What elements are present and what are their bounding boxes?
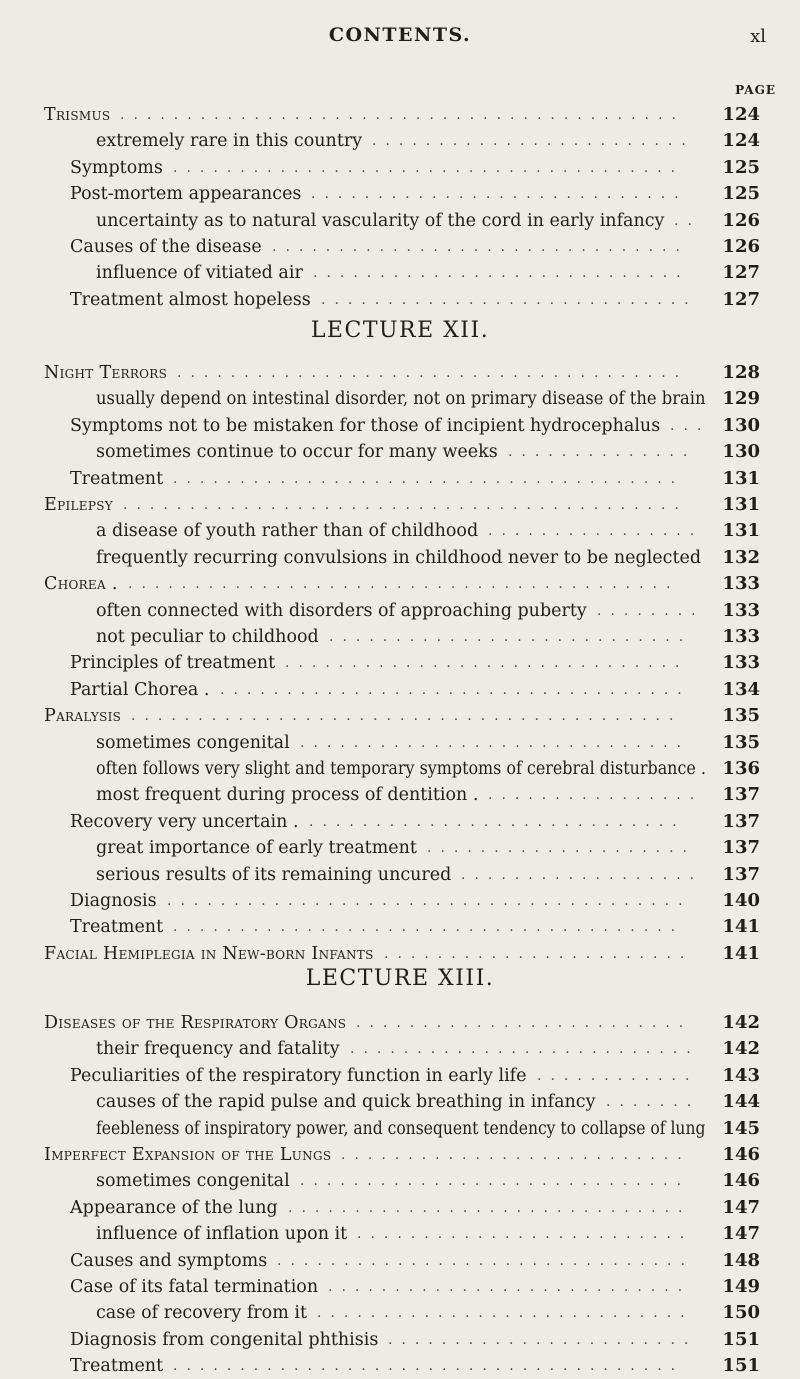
toc-entry (0, 941, 800, 967)
toc-entry (0, 1221, 800, 1247)
toc-entry-title: Appearance of the lung (70, 1197, 278, 1218)
leader-dots: .......................... (350, 1041, 700, 1058)
leader-dots: ................................... (220, 681, 691, 698)
toc-entry-title: often follows very slight and temporary symptoms of cerebral disturbance . (96, 759, 706, 779)
leader-dots: ......................... (357, 1226, 694, 1243)
toc-entry-title: Causes of the disease (70, 237, 262, 257)
toc-page-number: 149 (722, 1276, 760, 1297)
toc-page-number: 130 (722, 414, 760, 436)
toc-entry (0, 782, 800, 808)
toc-page-number: 141 (722, 916, 760, 938)
toc-entry-title: usually depend on intestinal disorder, not on primary disease of the brain (96, 389, 706, 410)
toc-entry-title: Imperfect Expansion of the Lungs (44, 1145, 332, 1165)
toc-page-number: 125 (722, 183, 760, 205)
toc-page-number: 137 (722, 837, 760, 859)
leader-dots: ............................ (311, 186, 688, 203)
toc-entry (0, 102, 800, 128)
toc-page-number: 146 (722, 1170, 760, 1192)
toc-page-number: 135 (722, 731, 760, 753)
toc-entry (0, 1142, 800, 1168)
toc-entry (0, 1036, 800, 1062)
toc-page-number: 137 (722, 784, 760, 806)
leader-dots: .. (674, 212, 701, 229)
page-column-label: PAGE (735, 83, 776, 97)
toc-entry (0, 1063, 800, 1089)
toc-entry-title: Diseases of the Respiratory Organs (44, 1013, 347, 1033)
toc-entry (0, 914, 800, 940)
toc-entry (0, 571, 800, 597)
toc-entry (0, 1089, 800, 1115)
toc-entry-title: causes of the rapid pulse and quick breathing in infancy (96, 1092, 596, 1113)
leader-dots: .............................. (285, 655, 689, 672)
toc-entry-title: Peculiarities of the respiratory function in early life (70, 1065, 527, 1086)
toc-entry-title: sometimes congenital (96, 732, 290, 753)
toc-entry-title: frequently recurring convulsions in childhood never to be neglected (96, 547, 702, 568)
toc-entry (0, 730, 800, 756)
toc-entry (0, 155, 800, 181)
toc-entry (0, 181, 800, 207)
toc-entry (0, 756, 800, 782)
toc-page-number: 134 (722, 678, 760, 700)
toc-entry (0, 1116, 800, 1142)
leader-dots: ......................................... (128, 576, 680, 593)
toc-entry-title: sometimes continue to occur for many weeks (96, 442, 498, 463)
toc-page-number: 150 (722, 1302, 760, 1324)
toc-page-number: 140 (722, 890, 760, 911)
toc-entry (0, 862, 800, 888)
toc-entry-title: influence of inflation upon it (96, 1224, 348, 1245)
leader-dots: .............. (508, 444, 697, 461)
leader-dots: .............................. (288, 1199, 692, 1216)
leader-dots: ............................ (317, 1305, 694, 1322)
toc-page-number: 132 (722, 546, 760, 568)
toc-page-number: 130 (722, 441, 760, 463)
toc-entry-title: their frequency and fatality (96, 1039, 340, 1060)
leader-dots: ............................... (272, 239, 689, 255)
toc-entry (0, 360, 800, 386)
leader-dots: .................... (427, 840, 697, 857)
toc-entry (0, 260, 800, 286)
leader-dots: ....................................... (167, 893, 692, 909)
lecture-xii-heading: LECTURE XII. (310, 318, 490, 343)
toc-entry (0, 1300, 800, 1326)
toc-entry (0, 128, 800, 154)
running-head (0, 24, 800, 54)
leader-dots: ............................. (300, 734, 691, 751)
toc-entry (0, 439, 800, 465)
toc-entry-title: Chorea . (44, 574, 118, 595)
leader-dots: ......................................... (131, 708, 683, 725)
toc-page-number: 133 (722, 599, 760, 621)
toc-entry (0, 386, 800, 412)
toc-entry-title: serious results of its remaining uncured (96, 864, 452, 885)
toc-page-number: 151 (722, 1355, 760, 1377)
toc-page-number: 133 (722, 573, 760, 595)
toc-entry-title: Post-mortem appearances (70, 184, 302, 205)
toc-entry-title: Treatment (70, 917, 164, 938)
leader-dots: .......................................... (120, 107, 685, 123)
toc-entry (0, 1168, 800, 1194)
leader-dots: ........................... (329, 629, 693, 645)
toc-entry (0, 234, 800, 260)
toc-page-number: 137 (722, 863, 760, 885)
toc-page-number: 124 (722, 130, 760, 152)
leader-dots: ........................... (328, 1279, 692, 1295)
leader-dots: ... (670, 417, 711, 434)
toc-page-number: 133 (722, 652, 760, 674)
toc-entry (0, 287, 800, 313)
leader-dots: ............................ (309, 813, 686, 830)
toc-entry (0, 835, 800, 861)
toc-entry (0, 1274, 800, 1300)
toc-entry (0, 492, 800, 518)
toc-page-number: 147 (722, 1196, 760, 1218)
toc-page-number: 148 (722, 1249, 760, 1271)
toc-page-number: 135 (722, 705, 760, 727)
leader-dots: ...................................... (173, 1358, 685, 1375)
folio-number: xl (750, 26, 766, 47)
toc-entry-title: a disease of youth rather than of childhood (96, 521, 479, 542)
toc-page-number: 124 (722, 104, 760, 125)
toc-entry (0, 703, 800, 729)
toc-entry-title: extremely rare in this country (96, 131, 363, 152)
toc-entry-title: Case of its fatal termination (70, 1277, 319, 1297)
leader-dots: .......................... (341, 1147, 691, 1163)
toc-page-number: 127 (722, 262, 760, 284)
toc-page-number: 137 (722, 810, 760, 832)
toc-entry-title: sometimes congenital (96, 1171, 290, 1192)
toc-entry-title: Treatment almost hopeless (70, 289, 311, 310)
leader-dots: ............................ (313, 265, 690, 282)
toc-entry-title: case of recovery from it (96, 1303, 307, 1324)
toc-entry-title: Principles of treatment (70, 653, 276, 674)
toc-entry-title: uncertainty as to natural vascularity of the cord in early infancy (96, 210, 665, 231)
toc-entry (0, 888, 800, 914)
leader-dots: ......................... (356, 1015, 693, 1031)
toc-entry (0, 1195, 800, 1221)
toc-entry-title: Causes and symptoms (70, 1250, 268, 1271)
toc-entry (0, 466, 800, 492)
toc-entry (0, 1327, 800, 1353)
toc-entry-title: feebleness of inspiratory power, and consequent tendency to collapse of lung (96, 1118, 706, 1139)
toc-entry (0, 650, 800, 676)
leader-dots: ........ (597, 602, 705, 619)
leader-dots: ....................... (388, 1331, 698, 1348)
lecture-xiii-heading: LECTURE XIII. (305, 966, 495, 991)
toc-entry (0, 545, 800, 571)
toc-entry (0, 1248, 800, 1274)
toc-entry-title: Recovery very uncertain . (70, 811, 299, 832)
toc-page-number: 131 (722, 494, 760, 515)
toc-entry (0, 624, 800, 650)
toc-page-number: 147 (722, 1223, 760, 1245)
toc-page-number: 141 (722, 942, 760, 964)
toc-entry-title: Diagnosis from congenital phthisis (70, 1329, 379, 1350)
toc-entry-title: Partial Chorea . (70, 679, 210, 700)
toc-entry (0, 598, 800, 624)
running-title: CONTENTS. (328, 24, 472, 46)
leader-dots: ...................................... (173, 919, 685, 936)
toc-entry-title: Facial Hemiplegia in New-born Infants (44, 943, 374, 964)
leader-dots: ....................... (384, 945, 694, 962)
leader-dots: ...................................... (173, 159, 685, 176)
toc-entry-title: influence of vitiated air (96, 263, 303, 284)
toc-page-number: 136 (722, 758, 760, 779)
leader-dots: ....... (606, 1094, 701, 1111)
toc-entry-title: Trismus (44, 105, 111, 125)
toc-entry-title: Epilepsy (44, 495, 113, 515)
leader-dots: .................. (461, 866, 704, 883)
toc-page-number: 131 (722, 520, 760, 542)
toc-entry-title: Symptoms not to be mistaken for those of incipient hydrocephalus (70, 415, 661, 436)
toc-page-number: 142 (722, 1038, 760, 1060)
leader-dots: ............ (537, 1067, 699, 1084)
toc-page-number: 126 (722, 236, 760, 257)
toc-entry-title: great importance of early treatment (96, 838, 417, 859)
toc-page-number: 151 (722, 1328, 760, 1350)
toc-entry (0, 208, 800, 234)
toc-entry-title: Paralysis (44, 706, 122, 727)
toc-entry-title: often connected with disorders of approaching puberty (96, 600, 587, 621)
toc-entry (0, 1010, 800, 1036)
leader-dots: .......................................... (123, 497, 688, 513)
toc-page-number: 126 (722, 209, 760, 231)
leader-dots: ............................ (321, 291, 698, 308)
toc-page-number: 146 (722, 1144, 760, 1165)
toc-entry-title: Treatment (70, 468, 164, 489)
toc-entry-title: most frequent during process of dentition . (96, 785, 479, 806)
toc-entry (0, 413, 800, 439)
toc-entry-title: Diagnosis (70, 891, 157, 911)
leader-dots: ............................. (300, 1173, 691, 1190)
toc-entry-title: Symptoms (70, 157, 163, 178)
toc-page-number: 144 (722, 1091, 760, 1113)
toc-page-number: 125 (722, 156, 760, 178)
leader-dots: ...................................... (173, 470, 685, 487)
toc-page-number: 142 (722, 1012, 760, 1033)
leader-dots: ................ (488, 787, 704, 804)
toc-entry (0, 809, 800, 835)
leader-dots: ........................ (372, 133, 695, 150)
toc-entry (0, 518, 800, 544)
toc-entry-title: Treatment (70, 1356, 164, 1377)
toc-page-number: 143 (722, 1064, 760, 1086)
toc-page-number: 129 (722, 388, 760, 410)
toc-page-number: 133 (722, 626, 760, 647)
toc-entry-title: not peculiar to childhood (96, 627, 319, 647)
toc-entry (0, 1353, 800, 1379)
leader-dots: ...................................... (177, 365, 689, 381)
toc-page-number: 131 (722, 467, 760, 489)
leader-dots: ............................... (277, 1252, 694, 1269)
leader-dots: ................ (488, 523, 704, 540)
toc-page-number: 128 (722, 362, 760, 383)
toc-page-number: 145 (722, 1117, 760, 1139)
toc-page-number: 127 (722, 288, 760, 310)
toc-entry (0, 677, 800, 703)
toc-entry-title: Night Terrors (44, 363, 168, 383)
